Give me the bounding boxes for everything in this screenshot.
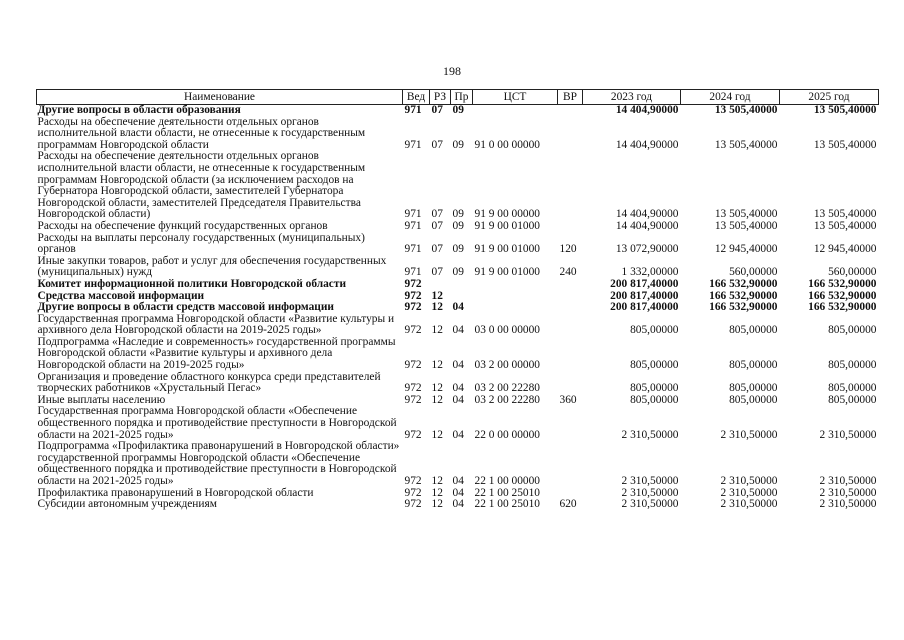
cell-2025: 2 310,50000 [819,486,877,499]
cell-name: Подпрограмма «Профилактика правонарушений в Новгородской области» государственной программы Новгородской области «Обеспечение общественного порядка и противодействие преступности в Новгородской области на 2021-2025 годы» [37,440,400,487]
header-ved: Вед [403,90,430,105]
cell-vr: 120 [559,243,577,256]
cell-ved: 971 [404,266,422,279]
cell-vr: 360 [559,393,577,406]
cell-2024: 805,00000 [729,393,778,406]
cell-rz: 07 [431,243,443,256]
table-row [37,233,879,256]
cell-2023: 805,00000 [630,359,679,372]
cell-2023: 805,00000 [630,324,679,337]
cell-cst: 91 9 00 00000 [474,208,540,221]
cell-name: Государственная программа Новгородской области «Обеспечение общественного порядка и противодействие преступности в Новгородской области на 2021-2025 годы» [37,405,397,441]
cell-name: Расходы на обеспечение деятельности отдельных органов исполнительной власти области, не отнесенные к государственным программам Новгородской области (за исключением расходов на Губернатора Новгородской области, заместителей Губернатора Новгородской области, заместителей Председателя Правительства Новгородской области) [37,150,366,221]
table-row [37,337,879,372]
header-2024: 2024 год [681,90,780,105]
cell-2023: 2 310,50000 [621,498,679,511]
cell-vr: 240 [559,266,577,279]
table-row [37,117,879,152]
cell-pr: 04 [452,301,464,314]
cell-vr [558,302,583,314]
cell-2025: 166 532,90000 [808,277,877,290]
cell-rz: 12 [431,428,443,441]
header-rz: РЗ [430,90,451,105]
cell-2025: 13 505,40000 [813,104,877,116]
cell-name: Расходы на обеспечение деятельности отдельных органов исполнительной власти области, не отнесенные к государственным программам Новгородской области [37,115,366,151]
cell-2023: 14 404,90000 [615,219,679,232]
cell-vr [558,314,583,337]
table-header [37,90,879,105]
cell-ved: 972 [404,359,422,372]
cell-2025: 13 505,40000 [813,219,877,232]
cell-pr: 09 [452,266,464,279]
cell-2024: 2 310,50000 [720,428,778,441]
page-number: 198 [443,64,461,78]
cell-cst: 91 0 00 00000 [474,138,540,151]
header-row [37,90,879,105]
cell-vr [558,441,583,487]
cell-cst [473,279,558,291]
cell-cst: 22 1 00 00000 [474,475,540,487]
cell-2024: 166 532,90000 [709,301,778,314]
cell-pr: 09 [452,138,464,151]
cell-2024: 2 310,50000 [720,475,778,487]
cell-rz: 12 [431,393,443,406]
cell-2023: 13 072,90000 [615,243,679,256]
cell-ved: 972 [404,475,422,487]
cell-2025: 560,00000 [828,266,877,279]
cell-2023: 2 310,50000 [621,486,679,499]
cell-2024: 13 505,40000 [714,104,778,116]
cell-ved: 971 [404,243,422,256]
cell-pr: 09 [452,104,464,116]
cell-pr: 04 [452,428,464,441]
cell-rz: 07 [431,138,443,151]
cell-name: Иные закупки товаров, работ и услуг для обеспечения государственных (муниципальных) нужд [37,254,387,279]
cell-2025: 805,00000 [828,324,877,337]
cell-ved: 972 [404,393,422,406]
cell-ved: 971 [404,208,422,221]
cell-2023: 200 817,40000 [610,277,679,290]
cell-2025: 12 945,40000 [813,243,877,256]
cell-2024: 12 945,40000 [714,243,778,256]
table-row [37,221,879,233]
cell-2024: 166 532,90000 [709,289,778,302]
cell-name: Комитет информационной политики Новгородской области [37,277,347,290]
cell-name: Расходы на обеспечение функций государственных органов [37,219,328,232]
cell-2024: 805,00000 [729,382,778,395]
cell-cst: 22 0 00 00000 [474,428,540,441]
cell-rz: 07 [431,104,443,116]
header-vr: ВР [558,90,583,105]
cell-2023: 1 332,00000 [621,266,679,279]
cell-pr: 04 [452,498,464,511]
cell-2024: 560,00000 [729,266,778,279]
cell-2024: 2 310,50000 [720,486,778,499]
cell-vr [558,291,583,303]
cell-cst [473,105,558,117]
cell-vr [558,117,583,152]
cell-pr: 04 [452,359,464,372]
table-row [37,499,879,511]
cell-cst: 91 9 00 01000 [474,266,540,279]
cell-rz: 12 [431,498,443,511]
cell-ved: 972 [404,301,422,314]
cell-rz: 12 [431,486,443,499]
table-row [37,105,879,117]
cell-rz [430,279,451,291]
table-row [37,372,879,395]
cell-2024: 805,00000 [729,324,778,337]
cell-pr: 04 [452,382,464,395]
cell-ved: 972 [404,277,422,290]
cell-2023: 200 817,40000 [610,289,679,302]
table-row [37,151,879,221]
cell-ved: 972 [404,498,422,511]
cell-cst: 03 2 00 22280 [474,382,540,395]
cell-name: Организация и проведение областного конкурса среди представителей творческих работников «Хрустальный Пегас» [37,370,381,395]
cell-name: Иные выплаты населению [37,393,166,406]
header-2023: 2023 год [583,90,681,105]
cell-rz: 07 [431,219,443,232]
cell-2023: 2 310,50000 [621,428,679,441]
cell-ved: 972 [404,324,422,337]
cell-2023: 805,00000 [630,393,679,406]
cell-rz: 12 [431,359,443,372]
cell-ved: 971 [404,138,422,151]
cell-vr [558,279,583,291]
cell-vr [558,221,583,233]
table-row [37,406,879,441]
cell-2024: 2 310,50000 [720,498,778,511]
cell-2025: 166 532,90000 [808,301,877,314]
cell-2024: 13 505,40000 [714,138,778,151]
cell-rz: 12 [431,475,443,487]
cell-pr: 04 [452,393,464,406]
cell-name: Подпрограмма «Наследие и современность» государственной программы Новгородской области «Развитие культуры и архивного дела Новгородской области на 2019-2025 годы» [37,335,396,372]
cell-pr: 09 [452,208,464,221]
cell-2025: 166 532,90000 [808,289,877,302]
cell-cst [473,302,558,314]
cell-vr [558,372,583,395]
cell-2023: 2 310,50000 [621,475,679,487]
cell-2025: 2 310,50000 [819,475,877,487]
cell-rz: 12 [431,382,443,395]
cell-vr: 620 [559,498,577,511]
cell-vr [558,406,583,441]
cell-2023: 805,00000 [630,382,679,395]
header-pr: Пр [451,90,473,105]
cell-2024: 805,00000 [729,359,778,372]
cell-2024: 166 532,90000 [709,277,778,290]
cell-name: Субсидии автономным учреждениям [37,498,217,511]
cell-2023: 14 404,90000 [615,104,679,116]
cell-vr [558,151,583,221]
cell-pr: 09 [452,219,464,232]
table-row [37,302,879,314]
cell-cst: 22 1 00 25010 [474,486,540,499]
cell-cst: 03 2 00 22280 [474,393,540,406]
cell-vr [558,337,583,372]
header-2025: 2025 год [780,90,879,105]
cell-rz: 07 [431,266,443,279]
cell-rz: 12 [431,324,443,337]
cell-name: Другие вопросы в области образования [37,104,241,116]
cell-vr [558,105,583,117]
cell-2025: 2 310,50000 [819,498,877,511]
table-body [37,105,879,511]
cell-2025: 805,00000 [828,382,877,395]
cell-2024: 13 505,40000 [714,219,778,232]
cell-cst [473,291,558,303]
cell-ved: 971 [404,219,422,232]
cell-ved: 971 [404,104,422,116]
cell-pr: 04 [452,475,464,487]
cell-name: Профилактика правонарушений в Новгородской области [37,486,314,499]
cell-cst: 91 9 00 01000 [474,243,540,256]
cell-cst: 03 0 00 00000 [474,324,540,337]
cell-2025: 805,00000 [828,393,877,406]
budget-table [36,89,879,511]
cell-pr: 04 [452,324,464,337]
cell-ved: 972 [404,428,422,441]
table-row [37,314,879,337]
cell-rz: 07 [431,208,443,221]
cell-2025: 13 505,40000 [813,138,877,151]
cell-name: Расходы на выплаты персоналу государственных (муниципальных) органов [37,231,365,256]
cell-2023: 14 404,90000 [615,208,679,221]
cell-2024: 13 505,40000 [714,208,778,221]
cell-2023: 200 817,40000 [610,301,679,314]
cell-ved: 972 [404,382,422,395]
table-row [37,441,879,487]
cell-name: Другие вопросы в области средств массовой информации [37,301,334,314]
budget-table-container [36,89,878,511]
cell-pr: 04 [452,486,464,499]
table-row [37,279,879,291]
cell-cst: 22 1 00 25010 [474,498,540,511]
cell-2025: 2 310,50000 [819,428,877,441]
cell-ved: 972 [404,486,422,499]
header-cst: ЦСТ [473,90,558,105]
cell-rz: 12 [431,301,443,314]
cell-pr [451,279,473,291]
cell-name: Средства массовой информации [37,289,205,302]
table-row [37,256,879,279]
cell-2025: 805,00000 [828,359,877,372]
cell-2025: 13 505,40000 [813,208,877,221]
cell-pr: 09 [452,243,464,256]
cell-2023: 14 404,90000 [615,138,679,151]
cell-rz: 12 [431,289,443,302]
cell-cst: 91 9 00 01000 [474,219,540,232]
header-name: Наименование [37,90,403,105]
cell-name: Государственная программа Новгородской области «Развитие культуры и архивного дела Новгородской области на 2019-2025 годы» [37,312,395,337]
cell-cst: 03 2 00 00000 [474,359,540,372]
cell-ved: 972 [404,289,422,302]
